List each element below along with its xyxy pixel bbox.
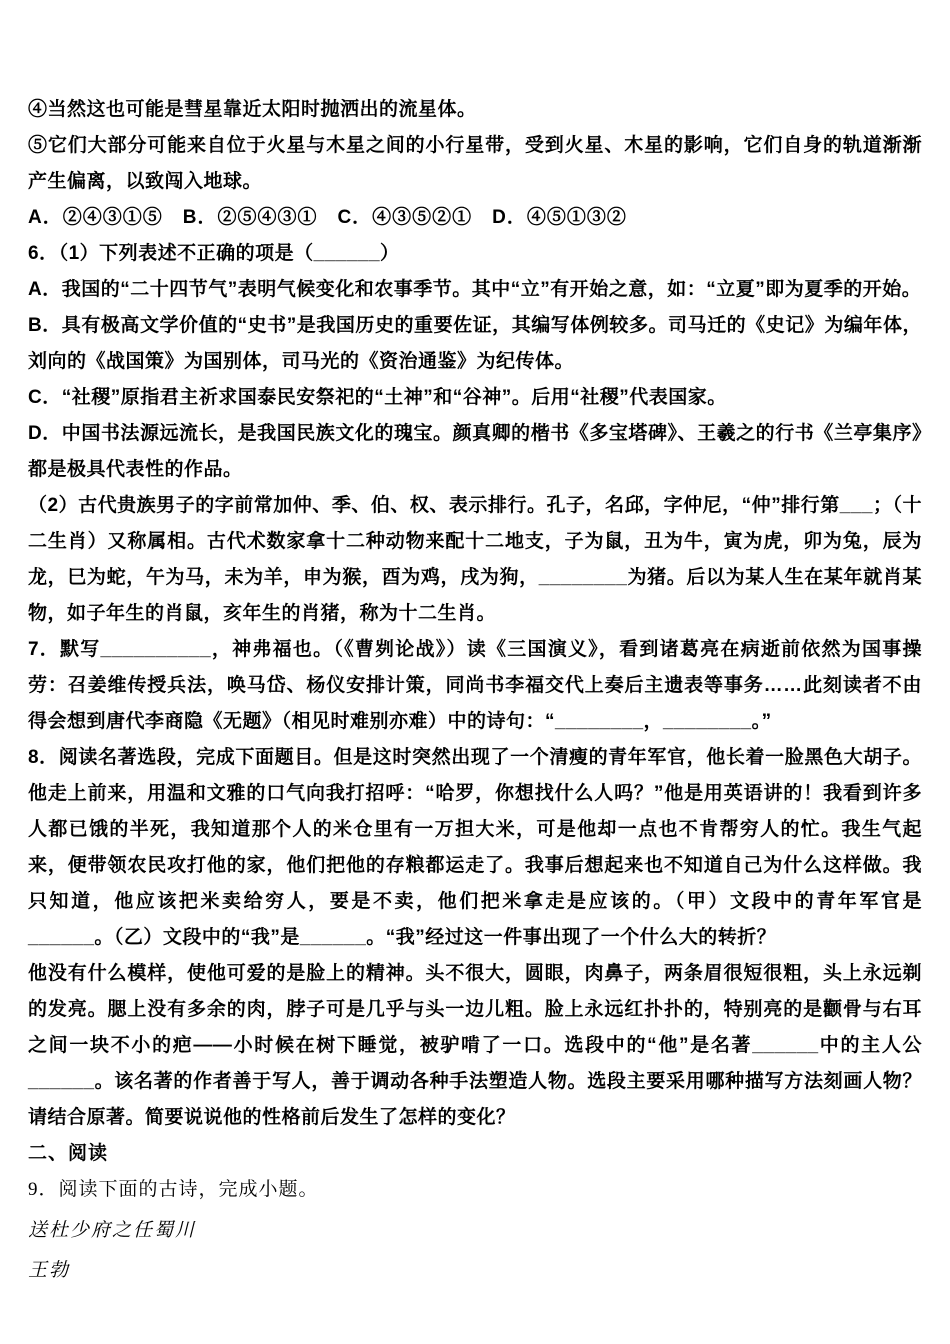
question-7: 7．默写__________，神弗福也。（《曹刿论战》）读《三国演义》，看到诸葛亮在病逝前依然为国事操劳：召姜维传授兵法，唤马岱、杨仪安排计策，同尚书李福交代上奏后主遗表等事务……此刻读者不由得会想到唐代李商隐《无题》（相见时难别亦难）中的诗句：“________，________。” xyxy=(28,639,922,732)
question-6-option-c: C．“社稷”原指君主祈求国泰民安祭祀的“土神”和“谷神”。后用“社稷”代表国家。 xyxy=(28,387,727,408)
question-9-intro: 9．阅读下面的古诗，完成小题。 xyxy=(28,1179,319,1200)
choice-options-line: A．②④③①⑤ B．②⑤④③① C．④③⑤②① D．④⑤①③② xyxy=(28,207,627,228)
question-6-option-d: D．中国书法源远流长，是我国民族文化的瑰宝。颜真卿的楷书《多宝塔碑》、王羲之的行书《兰亭集序》都是极具代表性的作品。 xyxy=(28,423,922,480)
paragraph-item-circle-4: ④当然这也可能是彗星靠近太阳时抛洒出的流星体。 xyxy=(28,99,477,120)
poem-author: 王勃 xyxy=(28,1259,71,1281)
question-8-excerpt-1: 8．阅读名著选段，完成下面题目。但是这时突然出现了一个清瘦的青年军官，他长着一脸黑色大胡子。他走上前来，用温和文雅的口气向我打招呼：“哈罗，你想找什么人吗？”他是用英语讲的！我看到许多人都已饿的半死，我知道那个人的米仓里有一万担大米，可是他却一点也不肯帮穷人的忙。我生气起来，便带领农民攻打他的家，他们把他的存粮都运走了。我事后想起来也不知道自己为什么这样做。我只知道，他应该把米卖给穷人，要是不卖，他们把米拿走是应该的。（甲）文段中的青年军官是______。（乙）文段中的“我”是______。“我”经过这一件事出现了一个什么大的转折？ xyxy=(28,747,922,948)
question-6-option-a: A．我国的“二十四节气”表明气候变化和农事季节。其中“立”有开始之意，如：“立夏”即为夏季的开始。 xyxy=(28,279,922,300)
paragraph-item-circle-5: ⑤它们大部分可能来自位于火星与木星之间的小行星带，受到火星、木星的影响，它们自身的轨道渐渐产生偏离，以致闯入地球。 xyxy=(28,135,922,192)
section-2-header: 二、阅读 xyxy=(28,1143,109,1164)
question-6-part-2: （2）古代贵族男子的字前常加仲、季、伯、权、表示排行。孔子，名邱，字仲尼，“仲”排行第___；（十二生肖）又称属相。古代术数家拿十二种动物来配十二地支，子为鼠，丑为牛，寅为虎，卯为兔，辰为龙，巳为蛇，午为马，未为羊，申为猴，酉为鸡，戌为狗，________为猪。后以为某人生在某年就肖某物，如子年生的肖鼠，亥年生的肖猪，称为十二生肖。 xyxy=(28,495,922,624)
poem-title: 送杜少府之任蜀川 xyxy=(28,1219,197,1241)
question-8-excerpt-2: 他没有什么模样，使他可爱的是脸上的精神。头不很大，圆眼，肉鼻子，两条眉很短很粗，头上永远剃的发亮。腮上没有多余的肉，脖子可是几乎与头一边儿粗。脸上永远红扑扑的，特别亮的是颧骨与右耳之间一块不小的疤——小时候在树下睡觉，被驴啃了一口。选段中的“他”是名著______中的主人公______。该名著的作者善于写人，善于调动各种手法塑造人物。选段主要采用哪种描写方法刻画人物？请结合原著。简要说说他的性格前后发生了怎样的变化？ xyxy=(28,963,922,1128)
question-6-option-b: B．具有极高文学价值的“史书”是我国历史的重要佐证，其编写体例较多。司马迁的《史记》为编年体，刘向的《战国策》为国别体，司马光的《资治通鉴》为纪传体。 xyxy=(28,315,922,372)
question-6-stem: 6．（1）下列表述不正确的项是（______） xyxy=(28,243,400,264)
